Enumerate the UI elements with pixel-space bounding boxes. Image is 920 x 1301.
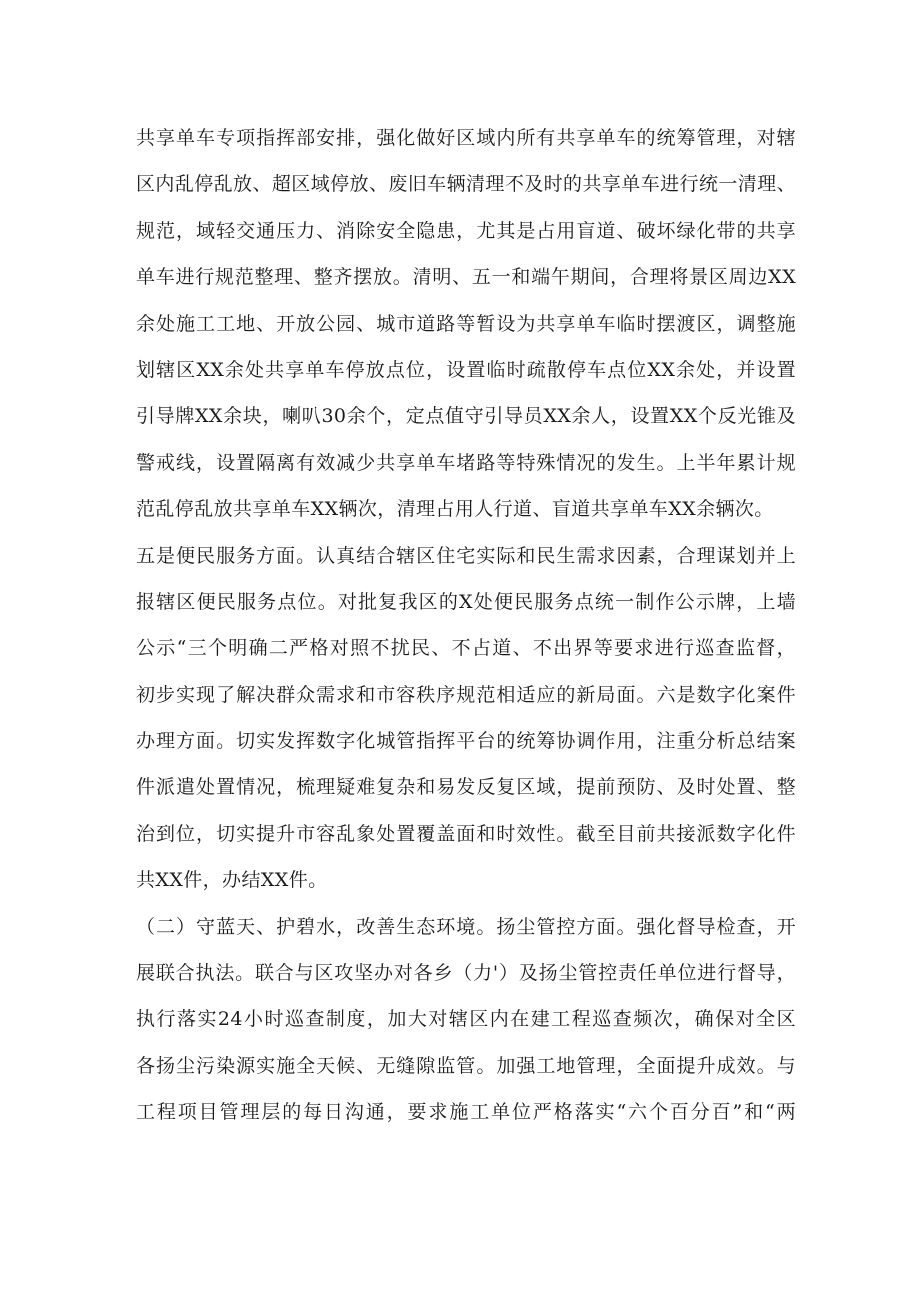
text-line: 初步实现了解决群众需求和市容秩序规范相适应的新局面。六是数字化案件 [136, 683, 796, 706]
text-line: 五是便民服务方面。认真结合辖区住宅实际和民生需求因素，合理谋划并上 [136, 544, 796, 567]
text-line: 工程项目管理层的每日沟通，要求施工单位严格落实“六个百分百”和“两 [136, 1101, 796, 1124]
text-line: 共XX件，办结XX件。 [136, 869, 328, 892]
text-line: 划辖区XX余处共享单车停放点位，设置临时疏散停车点位XX余处，并设置 [136, 358, 796, 381]
text-line: 单车进行规范整理、整齐摆放。清明、五一和端午期间，合理将景区周边XX [136, 266, 796, 289]
text-line: 规范，域轻交通压力、消除安全隐患，尤其是占用盲道、破坏绿化带的共享 [136, 219, 796, 242]
text-line: 警戒线，设置隔离有效减少共享单车堵路等特殊情况的发生。上半年累计规 [136, 451, 796, 474]
text-line: 区内乱停乱放、超区域停放、废旧车辆清理不及时的共享单车进行统一清理、 [136, 173, 796, 196]
text-line: 余处施工工地、开放公园、城市道路等暂设为共享单车临时摆渡区，调整施 [136, 312, 796, 335]
text-line: （二）守蓝天、护碧水，改善生态环境。扬尘管控方面。强化督导检查，开 [136, 915, 796, 938]
text-line: 件派遣处置情况，梳理疑难复杂和易发反复区域，提前预防、及时处置、整 [136, 776, 796, 799]
text-line: 办理方面。切实发挥数字化城管指挥平台的统筹协调作用，注重分析总结案 [136, 730, 796, 753]
text-line: 展联合执法。联合与区攻坚办对各乡（力'）及扬尘管控责任单位进行督导， [136, 962, 796, 985]
body-text [136, 121, 796, 1142]
text-line: 报辖区便民服务点位。对批复我区的X处便民服务点统一制作公示牌，上墙 [136, 590, 796, 613]
text-line: 范乱停乱放共享单车XX辆次，清理占用人行道、盲道共享单车XX余辆次。 [136, 498, 774, 521]
text-line: 治到位，切实提升市容乱象处置覆盖面和时效性。截至目前共接派数字化件 [136, 822, 796, 845]
text-line: 各扬尘污染源实施全天候、无缝隙监管。加强工地管理，全面提升成效。与 [136, 1054, 796, 1077]
text-line: 执行落实24小时巡查制度，加大对辖区内在建工程巡查频次，确保对全区 [136, 1008, 796, 1031]
text-line: 公示“三个明确二严格对照不扰民、不占道、不出界等要求进行巡查监督， [136, 637, 796, 660]
text-line: 引导牌XX余块，喇叭30余个，定点值守引导员XX余人，设置XX个反光锥及 [136, 405, 796, 428]
text-line: 共享单车专项指挥部安排，强化做好区域内所有共享单车的统筹管理，对辖 [136, 127, 796, 149]
